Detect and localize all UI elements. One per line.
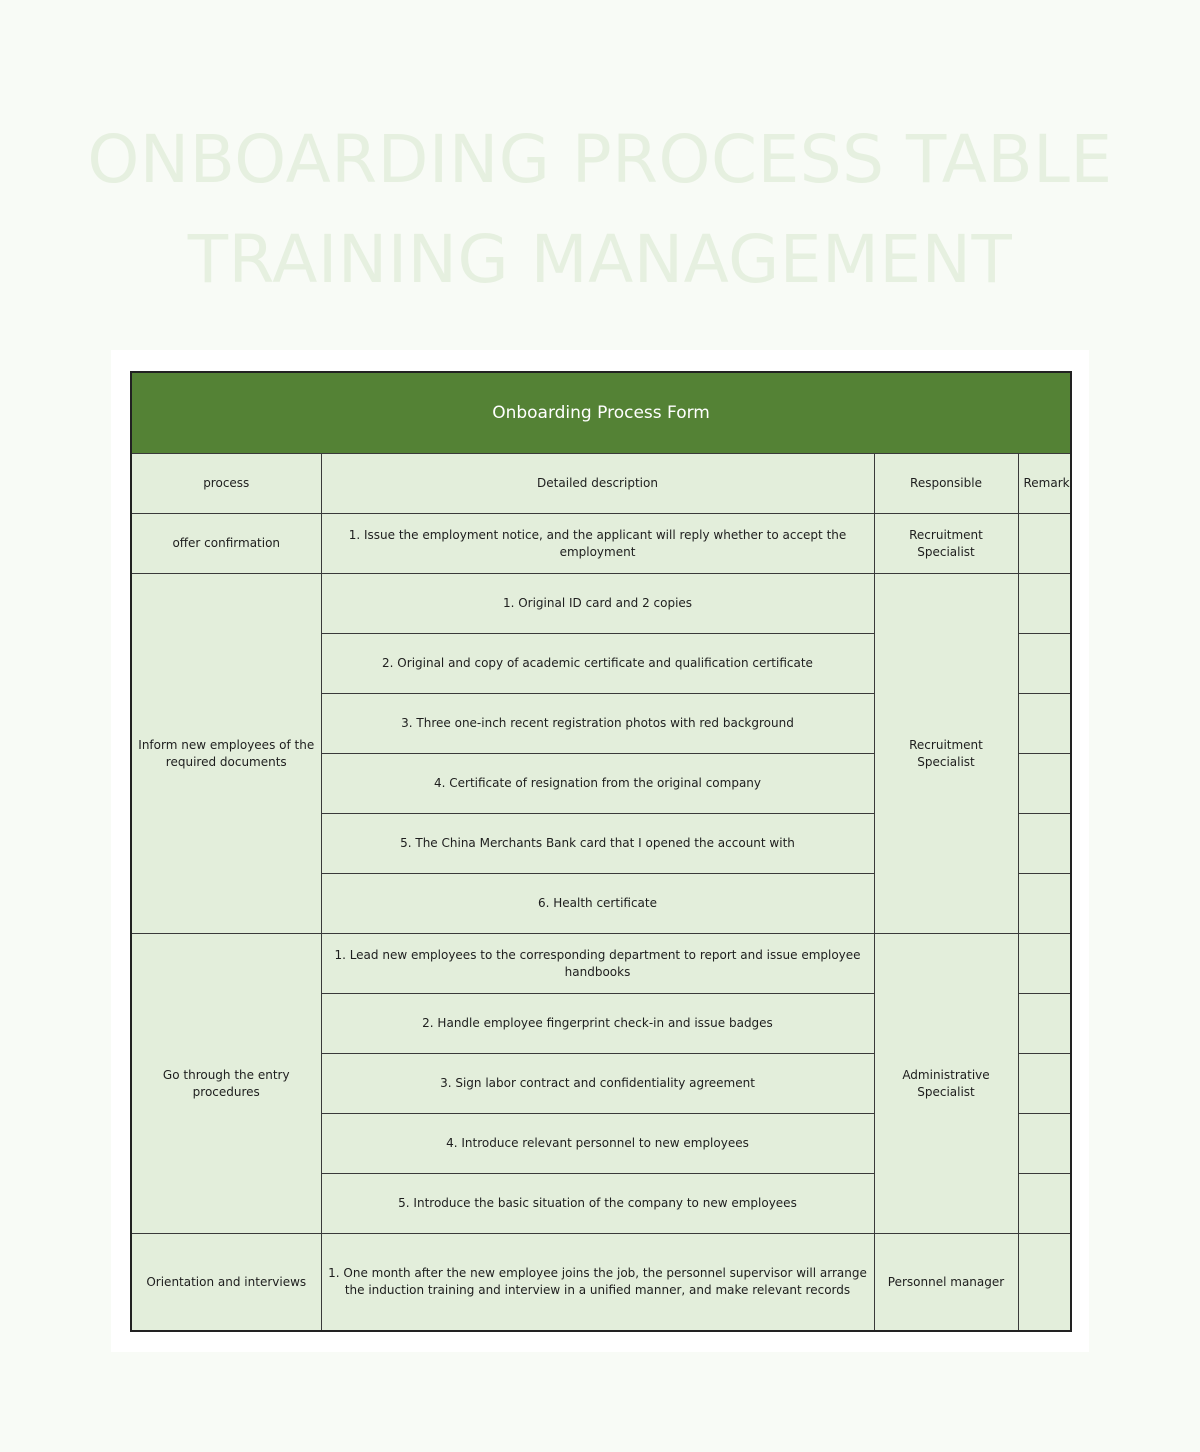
description-cell: 4. Introduce relevant personnel to new employees <box>321 1114 874 1174</box>
description-cell: 4. Certificate of resignation from the original company <box>321 754 874 814</box>
header-remark: Remark <box>1018 454 1071 514</box>
description-cell: 6. Health certificate <box>321 874 874 934</box>
header-row <box>131 454 1071 514</box>
process-cell: Orientation and interviews <box>131 1234 321 1332</box>
description-cell: 5. The China Merchants Bank card that I opened the account with <box>321 814 874 874</box>
description-cell: 2. Original and copy of academic certificate and qualification certificate <box>321 634 874 694</box>
remark-cell <box>1018 934 1071 994</box>
description-cell: 3. Three one-inch recent registration photos with red background <box>321 694 874 754</box>
table-row <box>131 934 1071 994</box>
header-description: Detailed description <box>321 454 874 514</box>
page-title-line-1: ONBOARDING PROCESS TABLE <box>87 121 1113 198</box>
page-title-line-2: TRAINING MANAGEMENT <box>187 221 1013 298</box>
table-row <box>131 574 1071 634</box>
responsible-cell: Recruitment Specialist <box>874 514 1018 574</box>
table-row <box>131 514 1071 574</box>
remark-cell <box>1018 994 1071 1054</box>
process-cell: Go through the entry procedures <box>131 934 321 1234</box>
remark-cell <box>1018 874 1071 934</box>
description-cell: 1. Lead new employees to the corresponding department to report and issue employee handbooks <box>321 934 874 994</box>
responsible-cell: Administrative Specialist <box>874 934 1018 1234</box>
responsible-cell: Recruitment Specialist <box>874 574 1018 934</box>
remark-cell <box>1018 1234 1071 1332</box>
remark-cell <box>1018 1054 1071 1114</box>
responsible-cell: Personnel manager <box>874 1234 1018 1332</box>
remark-cell <box>1018 754 1071 814</box>
remark-cell <box>1018 1114 1071 1174</box>
header-process: process <box>131 454 321 514</box>
remark-cell <box>1018 814 1071 874</box>
header-responsible: Responsible <box>874 454 1018 514</box>
process-cell: offer confirmation <box>131 514 321 574</box>
description-cell: 2. Handle employee fingerprint check-in and issue badges <box>321 994 874 1054</box>
description-cell: 5. Introduce the basic situation of the company to new employees <box>321 1174 874 1234</box>
remark-cell <box>1018 1174 1071 1234</box>
table-row <box>131 1234 1071 1332</box>
banner-row <box>131 372 1071 454</box>
remark-cell <box>1018 574 1071 634</box>
remark-cell <box>1018 634 1071 694</box>
remark-cell <box>1018 514 1071 574</box>
onboarding-table <box>130 371 1072 1332</box>
description-cell: 1. Original ID card and 2 copies <box>321 574 874 634</box>
form-title: Onboarding Process Form <box>131 372 1071 454</box>
description-cell: 3. Sign labor contract and confidentiality agreement <box>321 1054 874 1114</box>
onboarding-form <box>130 371 1070 1332</box>
description-cell: 1. One month after the new employee joins the job, the personnel supervisor will arrange the induction training and interview in a unified manner, and make relevant records <box>321 1234 874 1332</box>
remark-cell <box>1018 694 1071 754</box>
process-cell: Inform new employees of the required documents <box>131 574 321 934</box>
description-cell: 1. Issue the employment notice, and the applicant will reply whether to accept the employment <box>321 514 874 574</box>
